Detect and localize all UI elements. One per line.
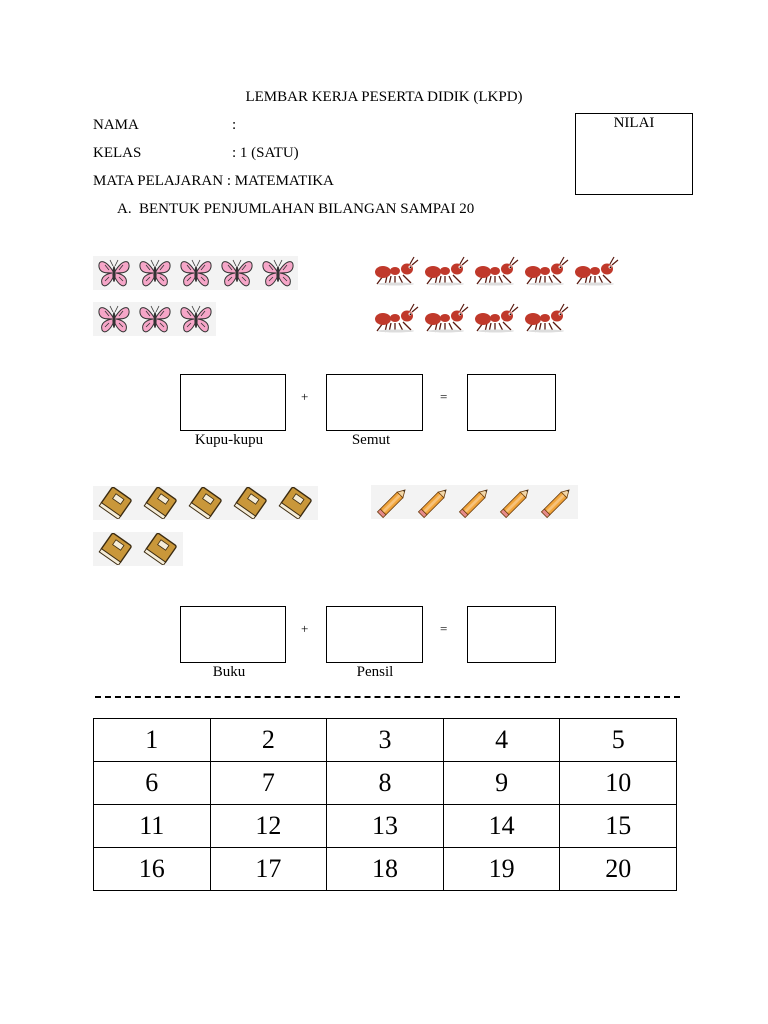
number-cell[interactable]: 19 [443, 848, 560, 891]
table-row [94, 719, 677, 762]
pencil-icon [538, 485, 575, 519]
book-icon [187, 486, 224, 520]
number-cell[interactable]: 14 [443, 805, 560, 848]
number-cell[interactable]: 16 [94, 848, 211, 891]
ant-icon [422, 301, 469, 335]
worksheet-title: LEMBAR KERJA PESERTA DIDIK (LKPD) [245, 89, 523, 105]
answer-box-sum-2[interactable] [467, 606, 556, 663]
nama-label: NAMA [93, 117, 139, 133]
butterfly-icon [218, 256, 255, 290]
book-icon [97, 486, 134, 520]
number-cell[interactable]: 9 [443, 762, 560, 805]
ant-icon [522, 301, 569, 335]
number-cell[interactable]: 20 [560, 848, 677, 891]
butterfly-icon [136, 256, 173, 290]
ant-icon [572, 254, 619, 288]
table-row [94, 848, 677, 891]
book-icon [142, 532, 179, 566]
answer-box-ants[interactable] [326, 374, 423, 431]
number-cell[interactable]: 2 [210, 719, 327, 762]
butterfly-row-1 [93, 256, 298, 290]
butterfly-row-2 [93, 302, 216, 336]
nilai-box [575, 113, 693, 195]
caption-kupu-kupu: Kupu-kupu [194, 432, 264, 448]
equals-sign: = [440, 621, 448, 636]
butterfly-icon [177, 256, 214, 290]
ant-icon [372, 301, 419, 335]
number-cell[interactable]: 8 [327, 762, 444, 805]
section-title: BENTUK PENJUMLAHAN BILANGAN SAMPAI 20 [139, 201, 475, 217]
pencil-icon [415, 485, 452, 519]
answer-box-pencils[interactable] [326, 606, 423, 663]
table-row [94, 805, 677, 848]
book-icon [97, 532, 134, 566]
butterfly-icon [136, 302, 173, 336]
plus-sign: + [301, 621, 309, 636]
number-cell[interactable]: 4 [443, 719, 560, 762]
book-icon [232, 486, 269, 520]
pencil-icon [374, 485, 411, 519]
caption-semut: Semut [351, 432, 391, 448]
nilai-label: NILAI [613, 115, 655, 131]
book-row-2 [93, 532, 183, 566]
caption-buku: Buku [212, 664, 246, 680]
ant-icon [372, 254, 419, 288]
pencil-icon [497, 485, 534, 519]
ant-icon [522, 254, 569, 288]
section-marker: A. [117, 201, 132, 217]
table-row [94, 762, 677, 805]
number-cell[interactable]: 15 [560, 805, 677, 848]
dashed-separator [95, 696, 680, 698]
book-row-1 [93, 486, 318, 520]
number-cell[interactable]: 7 [210, 762, 327, 805]
ant-row-2 [372, 301, 569, 335]
book-icon [142, 486, 179, 520]
number-cell[interactable]: 18 [327, 848, 444, 891]
caption-pensil: Pensil [356, 664, 394, 680]
ant-icon [422, 254, 469, 288]
number-cell[interactable]: 6 [94, 762, 211, 805]
answer-box-books[interactable] [180, 606, 286, 663]
answer-box-sum-1[interactable] [467, 374, 556, 431]
number-table [93, 718, 677, 891]
nama-value: : [232, 117, 237, 133]
pencil-row [371, 485, 578, 519]
number-cell[interactable]: 3 [327, 719, 444, 762]
mata-pelajaran: MATA PELAJARAN : MATEMATIKA [93, 173, 334, 189]
butterfly-icon [259, 256, 296, 290]
book-icon [277, 486, 314, 520]
number-cell[interactable]: 17 [210, 848, 327, 891]
kelas-value: : 1 (SATU) [232, 145, 299, 161]
number-cell[interactable]: 12 [210, 805, 327, 848]
plus-sign: + [301, 389, 309, 404]
number-cell[interactable]: 13 [327, 805, 444, 848]
equals-sign: = [440, 389, 448, 404]
number-cell[interactable]: 10 [560, 762, 677, 805]
ant-icon [472, 254, 519, 288]
butterfly-icon [95, 256, 132, 290]
number-cell[interactable]: 1 [94, 719, 211, 762]
ant-icon [472, 301, 519, 335]
kelas-label: KELAS [93, 145, 142, 161]
answer-box-butterflies[interactable] [180, 374, 286, 431]
butterfly-icon [177, 302, 214, 336]
number-cell[interactable]: 11 [94, 805, 211, 848]
pencil-icon [456, 485, 493, 519]
butterfly-icon [95, 302, 132, 336]
ant-row-1 [372, 254, 619, 288]
number-cell[interactable]: 5 [560, 719, 677, 762]
